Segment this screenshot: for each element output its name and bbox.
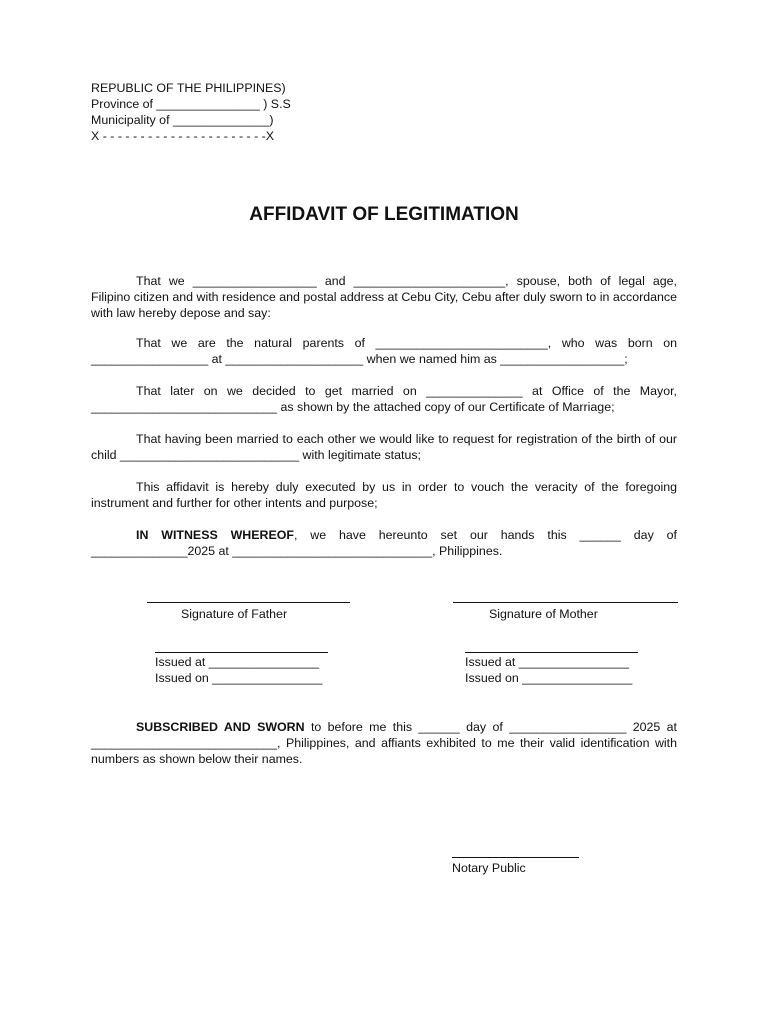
father-signature-line	[147, 602, 350, 603]
header-republic: REPUBLIC OF THE PHILIPPINES)	[91, 81, 286, 95]
mother-id-line	[465, 652, 638, 653]
paragraph-intro-text: That we __________________ and ______________________, spouse, both of legal age, Filipino citizen and with residence and postal address at Cebu City, Cebu after duly sworn to in accordance with law hereby depose and say:	[91, 274, 677, 320]
father-issued-on: Issued on ________________	[155, 671, 323, 685]
document-title: AFFIDAVIT OF LEGITIMATION	[249, 204, 519, 225]
witness-text: , we have hereunto set our hands this ______ day of ______________2025 at _____________________________, Philippines.	[91, 528, 677, 558]
mother-issued-at: Issued at ________________	[465, 655, 629, 669]
header-separator: X - - - - - - - - - - - - - - - - - - - - - -X	[91, 129, 275, 143]
header-province: Province of _______________ ) S.S	[91, 97, 291, 111]
witness-lead: IN WITNESS WHEREOF	[136, 528, 294, 542]
father-id-line	[155, 652, 328, 653]
paragraph-marriage-text: That later on we decided to get married on ______________ at Office of the Mayor, ___________________________ as shown by the attached copy of our Certificate of Marriage;	[91, 384, 677, 414]
header-municipality: Municipality of ______________)	[91, 113, 274, 127]
paragraph-parents-text: That we are the natural parents of _________________________, who was born on _________________ at ____________________ when we named him as __________________;	[91, 336, 677, 366]
paragraph-purpose	[91, 479, 677, 511]
jurat-lead: SUBSCRIBED AND SWORN	[136, 720, 305, 734]
paragraph-marriage	[91, 383, 677, 415]
mother-signature-label: Signature of Mother	[489, 607, 598, 621]
mother-issued-on: Issued on ________________	[465, 671, 633, 685]
jurat-text: to before me this ______ day of _________________ 2025 at ___________________________, Philippines, and affiants exhibited to me their valid identification with numbers as shown below their names.	[91, 720, 678, 766]
mother-signature-line	[453, 602, 678, 603]
notary-label: Notary Public	[452, 861, 526, 875]
paragraph-registration-text: That having been married to each other we would like to request for registration of the birth of our child __________________________ with legitimate status;	[91, 432, 677, 462]
paragraph-intro	[91, 273, 677, 321]
paragraph-purpose-text: This affidavit is hereby duly executed by us in order to vouch the veracity of the foregoing instrument and further for other intents and purpose;	[91, 480, 677, 510]
paragraph-jurat	[91, 719, 677, 767]
paragraph-parents	[91, 335, 677, 367]
notary-signature-line	[452, 857, 579, 858]
paragraph-registration	[91, 431, 677, 463]
paragraph-witness	[91, 527, 677, 559]
father-signature-label: Signature of Father	[181, 607, 288, 621]
father-issued-at: Issued at ________________	[155, 655, 319, 669]
